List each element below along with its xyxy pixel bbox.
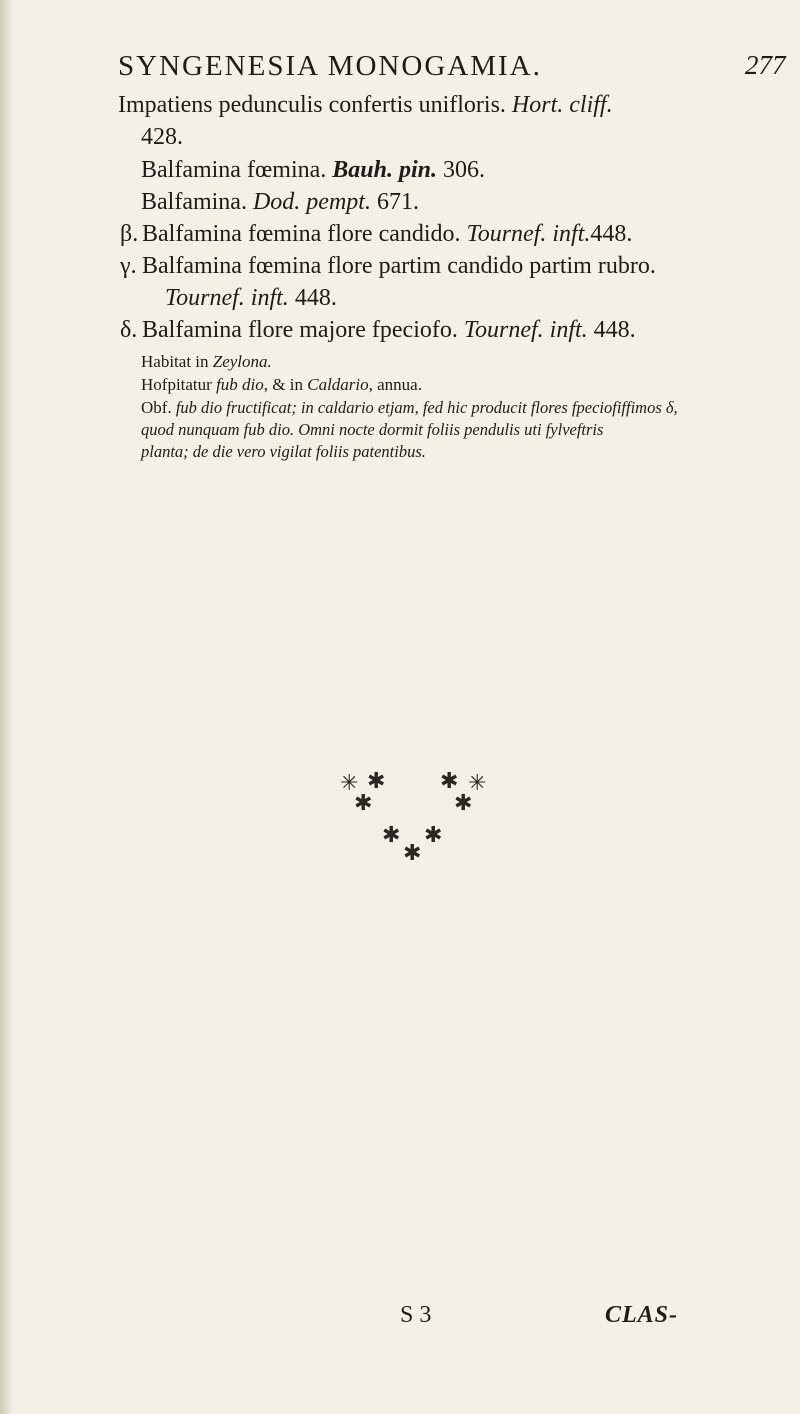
entry-reference: Hort. cliff.	[511, 92, 613, 118]
asterisk-icon: ✳	[468, 770, 487, 795]
asterisk-icon: ✱	[440, 768, 459, 793]
entry-line-4	[141, 189, 419, 216]
habitat-place: Zeylona.	[212, 352, 272, 371]
entry-text: 428.	[141, 124, 183, 150]
hospitatur-tail: , annua.	[368, 375, 422, 394]
asterisk-icon: ✱	[424, 822, 443, 847]
entry-number: 448.	[294, 285, 337, 311]
asterisk-icon: ✱	[403, 840, 422, 865]
asterisk-icon: ✳	[340, 770, 359, 795]
entry-line-8	[120, 317, 636, 344]
variety-marker: γ.	[120, 253, 137, 279]
entry-text: Balfamina fœmina flore candido.	[142, 221, 461, 247]
page-header	[118, 50, 798, 83]
running-title: SYNGENESIA MONOGAMIA.	[118, 50, 542, 82]
entry-line-1	[118, 92, 613, 119]
entry-number: 448.	[593, 317, 636, 343]
entry-reference: Tournef. inft.	[466, 221, 591, 247]
asterisk-icon: ✱	[454, 790, 473, 815]
entry-line-2	[141, 124, 183, 151]
hospitatur-label: Hofpitatur	[141, 375, 212, 394]
entry-text: Balfamina fœmina flore partim candido partim rubro.	[142, 253, 656, 279]
binding-edge	[0, 0, 14, 1414]
observation-label: Obf.	[141, 398, 172, 417]
observation-line-1	[141, 398, 678, 418]
entry-line-5	[120, 221, 632, 248]
habitat-line	[141, 352, 272, 372]
entry-line-6	[120, 253, 656, 280]
habitat-label: Habitat in	[141, 352, 209, 371]
entry-line-3	[141, 157, 485, 184]
variety-marker: δ.	[120, 317, 138, 343]
entry-line-7	[165, 285, 337, 312]
entry-number: 671.	[376, 189, 419, 215]
hospitatur-sep: , & in	[263, 375, 303, 394]
entry-number: 306.	[443, 157, 485, 183]
page-number: 277	[745, 50, 786, 80]
asterisk-icon: ✱	[382, 822, 401, 847]
observation-line-2: quod nunquam fub dio. Omni nocte dormit foliis pendulis uti fylveftris	[141, 420, 604, 439]
entry-reference: Tournef. inft.	[165, 285, 289, 311]
entry-text: Balfamina flore majore fpeciofo.	[142, 317, 458, 343]
hospitatur-line	[141, 375, 422, 395]
asterisk-icon: ✱	[367, 768, 386, 793]
signature-mark: S 3	[400, 1302, 432, 1328]
hospitatur-where-2: Caldario	[307, 375, 369, 394]
entry-number: 448.	[590, 221, 633, 247]
entry-reference: Bauh. pin.	[332, 157, 437, 183]
hospitatur-where-1: fub dio	[216, 375, 264, 394]
catchword: CLAS-	[605, 1302, 679, 1328]
observation-text: fub dio fructificat; in caldario etjam, fed hic producit flores fpeciofiffimos δ,	[175, 398, 678, 417]
asterisk-icon: ✱	[354, 790, 373, 815]
variety-marker: β.	[120, 221, 139, 247]
entry-text: Impatiens pedunculis confertis unifloris.	[118, 92, 506, 118]
entry-reference: Dod. pempt.	[252, 189, 371, 215]
entry-text: Balfamina.	[141, 189, 247, 215]
entry-reference: Tournef. inft.	[463, 317, 588, 343]
observation-line-3: planta; de die vero vigilat foliis patentibus.	[141, 442, 426, 461]
entry-text: Balfamina fœmina.	[141, 157, 327, 183]
asterisk-ornament	[340, 770, 500, 880]
